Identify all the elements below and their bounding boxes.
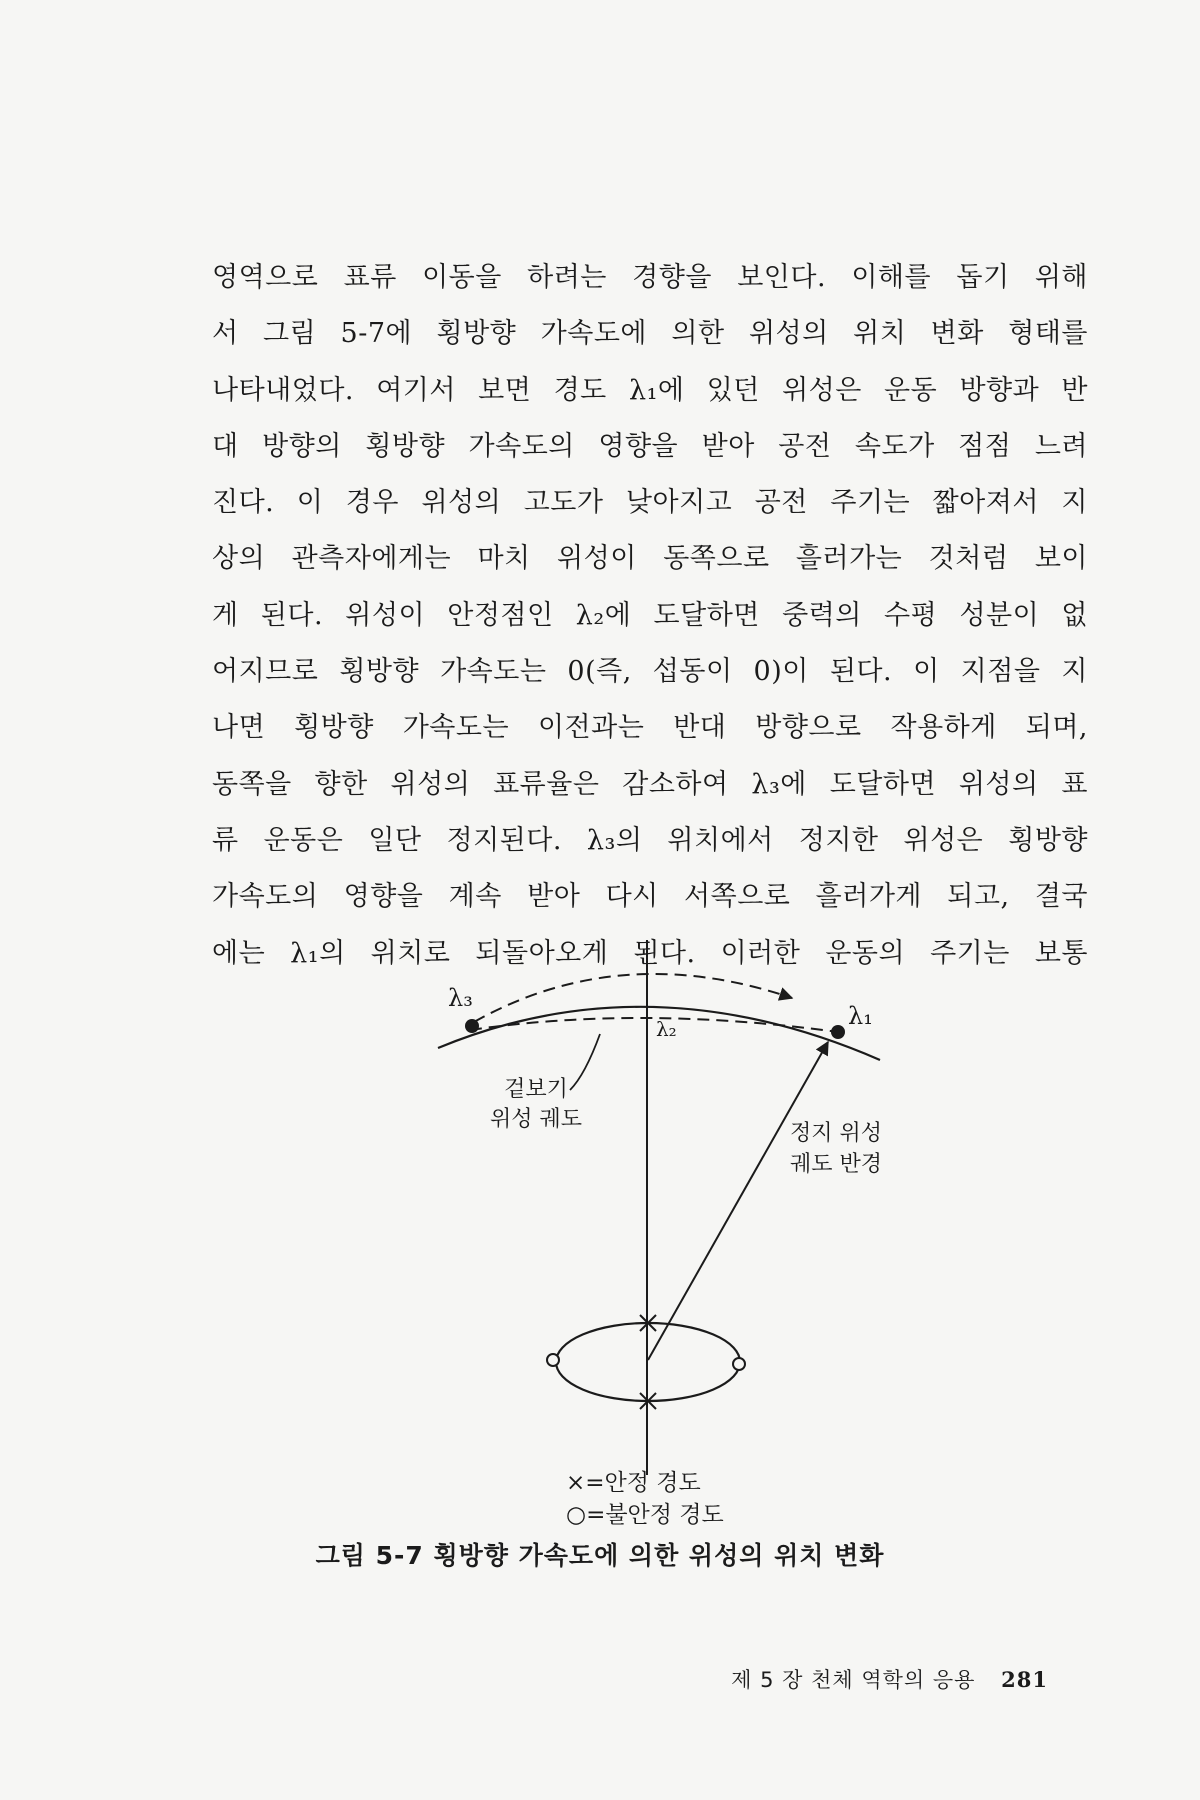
text-line: 대 방향의 횡방향 가속도의 영향을 받아 공전 속도가 점점 느려 xyxy=(212,430,1088,462)
text-line: 나타내었다. 여기서 보면 경도 λ₁에 있던 위성은 운동 방향과 반 xyxy=(212,374,1088,406)
text-line: 진다. 이 경우 위성의 고도가 낮아지고 공전 주기는 짧아져서 지 xyxy=(212,487,1088,519)
label-radius-1: 정지 위성 xyxy=(789,1121,883,1146)
figure-caption: 그림 5-7 횡방향 가속도에 의한 위성의 위치 변화 xyxy=(315,1541,885,1570)
running-footer xyxy=(731,1664,1048,1694)
unstable-point-marker xyxy=(547,1354,559,1366)
text-line: 영역으로 표류 이동을 하려는 경향을 보인다. 이해를 돕기 위해 xyxy=(212,262,1088,293)
label-lambda3: λ₃ xyxy=(448,984,473,1012)
label-lambda1: λ₁ xyxy=(848,1002,873,1030)
label-apparent-orbit-2: 위성 궤도 xyxy=(489,1107,583,1132)
apparent-orbit-leader xyxy=(570,1034,600,1090)
page-number: 281 xyxy=(1001,1667,1048,1692)
satellite-lambda1-marker xyxy=(831,1025,845,1039)
label-lambda2: λ₂ xyxy=(656,1017,677,1041)
text-line: 나면 횡방향 가속도는 이전과는 반대 방향으로 작용하게 되며, xyxy=(212,712,1088,744)
label-radius-2: 궤도 반경 xyxy=(789,1152,883,1177)
text-line: 상의 관측자에게는 마치 위성이 동쪽으로 흘러가는 것처럼 보이 xyxy=(212,543,1088,575)
text-line: 어지므로 횡방향 가속도는 0(즉, 섭동이 0)이 된다. 이 지점을 지 xyxy=(212,656,1088,688)
satellite-lambda3-marker xyxy=(465,1019,479,1033)
orbit-radius-arrow xyxy=(648,1042,828,1360)
drift-arrow xyxy=(474,974,792,1022)
label-apparent-orbit-1: 겉보기 xyxy=(504,1077,568,1102)
legend-stable: ×=안정 경도 xyxy=(566,1470,701,1496)
text-line: 에는 λ₁의 위치로 되돌아오게 된다. 이러한 운동의 주기는 보통 xyxy=(212,937,1088,969)
unstable-point-marker xyxy=(733,1358,745,1370)
text-line: 서 그림 5-7에 횡방향 가속도에 의한 위성의 위치 변화 형태를 xyxy=(212,318,1088,350)
text-line: 가속도의 영향을 계속 받아 다시 서쪽으로 흘러가게 되고, 결국 xyxy=(212,881,1088,913)
text-line: 게 된다. 위성이 안정점인 λ₂에 도달하면 중력의 수평 성분이 없 xyxy=(212,599,1088,631)
text-line: 류 운동은 일단 정지된다. λ₃의 위치에서 정지한 위성은 횡방향 xyxy=(212,824,1088,856)
chapter-title: 제 5 장 천체 역학의 응용 xyxy=(731,1668,976,1692)
legend-unstable: ○=불안정 경도 xyxy=(566,1502,724,1528)
text-line: 동쪽을 향한 위성의 표류율은 감소하여 λ₃에 도달하면 위성의 표 xyxy=(212,768,1088,800)
